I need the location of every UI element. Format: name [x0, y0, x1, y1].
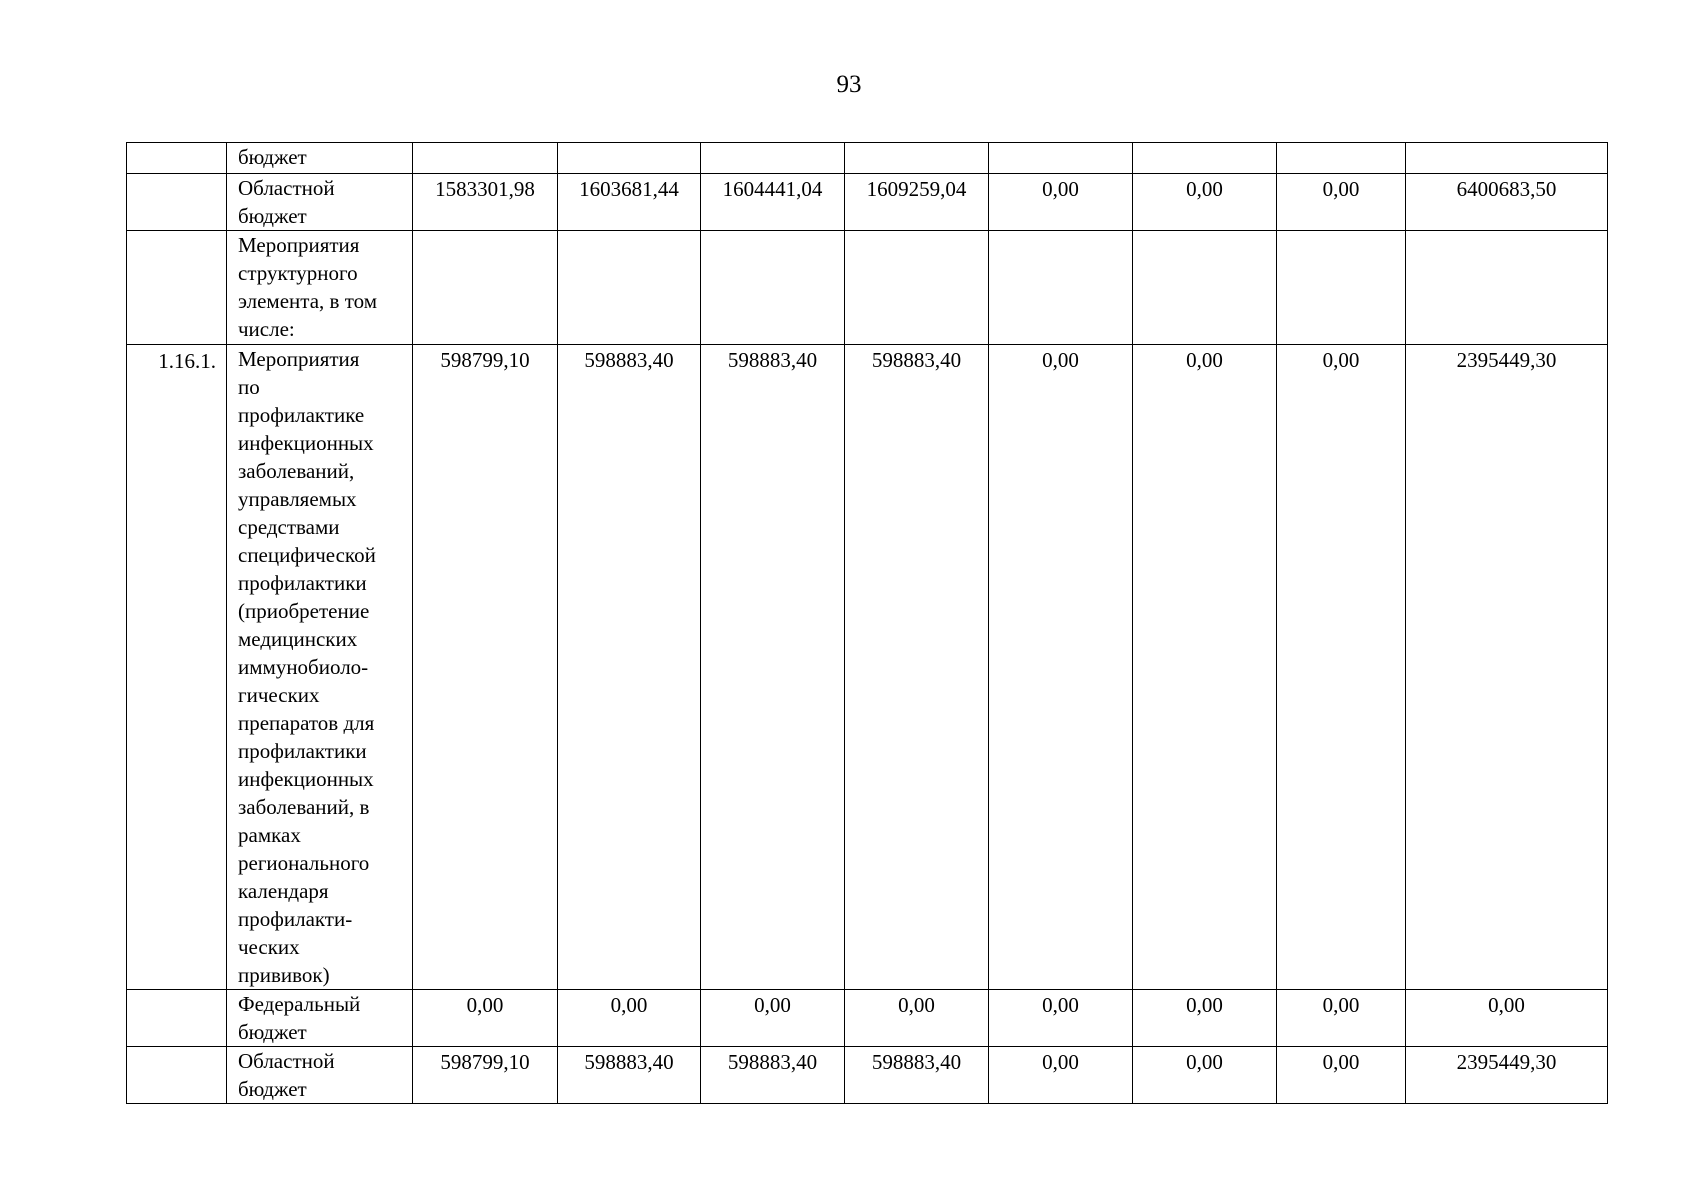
- row-number-cell: 1.16.1.: [127, 345, 227, 990]
- value-cell: [1133, 143, 1277, 174]
- row-number-cell: [127, 990, 227, 1047]
- value-cell: [413, 231, 558, 345]
- item-name-line: гических: [238, 683, 320, 707]
- item-name-line: бюджет: [238, 1077, 307, 1101]
- table-row: [127, 231, 1608, 345]
- value-cell: 598883,40: [845, 345, 989, 990]
- value-cell: 0,00: [1133, 1047, 1277, 1104]
- value-cell: [1277, 143, 1406, 174]
- value-cell: 0,00: [1133, 990, 1277, 1047]
- total-cell: 6400683,50: [1406, 174, 1608, 231]
- table-row: [127, 174, 1608, 231]
- item-name-line: бюджет: [238, 204, 307, 228]
- value-cell: 1604441,04: [701, 174, 845, 231]
- value-cell: [845, 143, 989, 174]
- item-name-line: структурного: [238, 261, 358, 285]
- item-name-line: средствами: [238, 515, 340, 539]
- value-cell: 0,00: [1277, 990, 1406, 1047]
- item-name-line: иммунобиоло-: [238, 655, 369, 679]
- value-cell: 598883,40: [845, 1047, 989, 1104]
- item-name-line: бюджет: [238, 1020, 307, 1044]
- item-name-line: Мероприятия: [238, 233, 360, 257]
- item-name-line: Мероприятия: [238, 347, 360, 371]
- total-cell: 2395449,30: [1406, 345, 1608, 990]
- value-cell: [1133, 231, 1277, 345]
- item-name-line: инфекционных: [238, 431, 374, 455]
- total-cell: [1406, 143, 1608, 174]
- value-cell: [701, 143, 845, 174]
- value-cell: 598883,40: [558, 1047, 701, 1104]
- row-number-cell: [127, 143, 227, 174]
- item-name-line: по: [238, 375, 260, 399]
- item-name-line: числе:: [238, 317, 295, 341]
- value-cell: 598883,40: [701, 1047, 845, 1104]
- total-cell: [1406, 231, 1608, 345]
- item-name-line: календаря: [238, 879, 329, 903]
- value-cell: [845, 231, 989, 345]
- item-name-line: Федеральный: [238, 992, 361, 1016]
- item-name-line: специфической: [238, 543, 376, 567]
- item-name-cell: [227, 143, 413, 174]
- value-cell: 0,00: [1133, 345, 1277, 990]
- value-cell: 598883,40: [701, 345, 845, 990]
- value-cell: 0,00: [989, 174, 1133, 231]
- value-cell: 1603681,44: [558, 174, 701, 231]
- page-number: 93: [836, 71, 862, 98]
- value-cell: [701, 231, 845, 345]
- value-cell: 0,00: [989, 990, 1133, 1047]
- value-cell: 0,00: [1277, 1047, 1406, 1104]
- item-name-line: ческих: [238, 935, 300, 959]
- item-name-line: регионального: [238, 851, 370, 875]
- value-cell: 0,00: [989, 345, 1133, 990]
- item-name-line: элемента, в том: [238, 289, 377, 313]
- item-name-line: инфекционных: [238, 767, 374, 791]
- budget-table: [126, 142, 1608, 1104]
- value-cell: [989, 231, 1133, 345]
- item-name-line: управляемых: [238, 487, 357, 511]
- value-cell: 598799,10: [413, 1047, 558, 1104]
- value-cell: 0,00: [558, 990, 701, 1047]
- item-name-cell: [227, 345, 413, 990]
- item-name-line: профилактики: [238, 739, 367, 763]
- value-cell: 1583301,98: [413, 174, 558, 231]
- value-cell: 598883,40: [558, 345, 701, 990]
- item-name-cell: [227, 990, 413, 1047]
- item-name-line: рамках: [238, 823, 301, 847]
- item-name-cell: [227, 1047, 413, 1104]
- value-cell: 0,00: [1277, 345, 1406, 990]
- item-name-line: Областной: [238, 176, 335, 200]
- total-cell: 2395449,30: [1406, 1047, 1608, 1104]
- total-cell: 0,00: [1406, 990, 1608, 1047]
- value-cell: [1277, 231, 1406, 345]
- item-name-line: препаратов для: [238, 711, 375, 735]
- table-row: [127, 990, 1608, 1047]
- item-name-line: (приобретение: [238, 599, 370, 623]
- value-cell: 1609259,04: [845, 174, 989, 231]
- value-cell: 0,00: [989, 1047, 1133, 1104]
- row-number-cell: [127, 1047, 227, 1104]
- value-cell: [989, 143, 1133, 174]
- item-name-line: профилактике: [238, 403, 365, 427]
- value-cell: [558, 143, 701, 174]
- item-name-cell: [227, 174, 413, 231]
- value-cell: 598799,10: [413, 345, 558, 990]
- value-cell: 0,00: [413, 990, 558, 1047]
- item-name-line: прививок): [238, 963, 330, 987]
- item-name-line: бюджет: [238, 145, 307, 169]
- row-number-cell: [127, 231, 227, 345]
- table-row: [127, 345, 1608, 990]
- row-number-cell: [127, 174, 227, 231]
- value-cell: 0,00: [1133, 174, 1277, 231]
- value-cell: [558, 231, 701, 345]
- item-name-line: медицинских: [238, 627, 358, 651]
- item-name-line: профилактики: [238, 571, 367, 595]
- item-name-cell: [227, 231, 413, 345]
- value-cell: 0,00: [1277, 174, 1406, 231]
- item-name-line: заболеваний,: [238, 459, 355, 483]
- table-row: [127, 143, 1608, 174]
- item-name-line: Областной: [238, 1049, 335, 1073]
- item-name-line: профилакти-: [238, 907, 353, 931]
- table-row: [127, 1047, 1608, 1104]
- value-cell: 0,00: [845, 990, 989, 1047]
- value-cell: [413, 143, 558, 174]
- value-cell: 0,00: [701, 990, 845, 1047]
- item-name-line: заболеваний, в: [238, 795, 370, 819]
